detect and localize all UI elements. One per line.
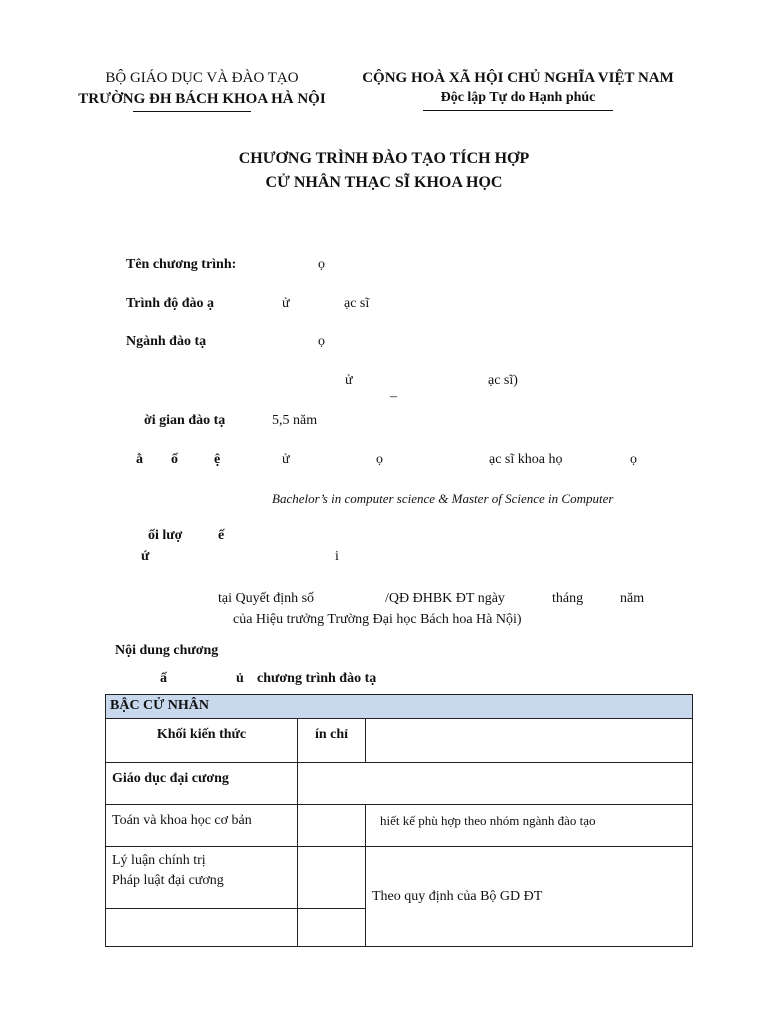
degree-english-name: Bachelor’s in computer science & Master of Science in Computer [272,491,614,506]
table-cell [106,763,298,805]
degree-title-frag4: ử [282,452,290,467]
row-politics-note: Theo quy định của Bộ GD ĐT [372,888,543,904]
structure-frag2: ủ [236,671,244,686]
table-row [106,805,693,847]
degree-title-frag7: ọ [630,452,637,467]
curriculum-table [105,694,693,947]
degree-line-dash: – [390,389,397,404]
table-cell [366,805,693,847]
training-level-label: Trình độ đào ạ [126,296,215,311]
row-math-note: hiết kế phù hợp theo nhóm ngành đào tạo [380,813,596,828]
degree-line-frag2: ạc sĩ) [488,373,518,388]
degree-title-frag3: ệ [214,452,221,467]
decision-text-b: /QĐ ĐHBK ĐT ngày [385,591,505,606]
duration-value: 5,5 năm [272,413,318,428]
table-row [106,719,693,763]
row-general-education: Giáo dục đại cương [112,771,229,786]
table-row [106,847,693,909]
row-politics-line2: Pháp luật đại cương [112,873,224,888]
duration-label: ời gian đào tạ [144,413,226,428]
decision-text-d: năm [620,591,645,606]
table-col-header [366,719,693,763]
degree-title-frag1: ằ [136,452,143,467]
training-level-frag2: ạc sĩ [344,296,370,311]
row-politics [106,847,297,899]
table-cell [366,847,693,947]
degree-line-frag1: ử [345,373,353,388]
republic-name: CỘNG HOÀ XÃ HỘI CHỦ NGHĨA VIỆT NAM [362,70,674,86]
decision-text-line2: của Hiệu trưởng Trường Đại học Bách hoa Hà Nội) [233,612,522,627]
table-header: BẬC CỬ NHÂN [106,695,693,719]
row-politics-line1: Lý luận chính trị [112,853,206,868]
table-cell [106,847,298,909]
table-cell [106,805,298,847]
table-row [106,763,693,805]
motto-underline [423,110,613,111]
table-cell [298,805,366,847]
major-value: ọ [318,334,325,349]
row-math-science: Toán và khoa học cơ bản [112,813,252,828]
degree-title-frag6: ạc sĩ khoa họ [489,452,563,467]
document-title-line2: CỬ NHÂN THẠC SĨ KHOA HỌC [265,174,503,191]
col-knowledge-block: Khối kiến thức [156,727,247,742]
degree-title-frag2: ố [171,452,178,467]
table-col-header [298,719,366,763]
table-col-header [106,719,298,763]
major-label: Ngành đào tạ [126,334,207,349]
decision-text-a: tại Quyết định số [218,591,315,606]
decision-text-c: tháng [552,591,584,606]
program-name-label: Tên chương trình: [126,257,237,272]
national-motto: Độc lập Tự do Hạnh phúc [440,90,596,105]
volume-frag3: ứ [141,549,150,564]
degree-title-frag5: ọ [376,452,383,467]
university-name: TRƯỜNG ĐH BÁCH KHOA HÀ NỘI [78,91,326,107]
volume-frag2: ế [218,528,225,543]
university-underline [133,111,251,112]
table-cell [106,909,298,947]
program-name-value: ọ [318,257,325,272]
volume-frag4: i [335,549,339,564]
volume-frag1: ối lượ [148,528,183,543]
structure-frag1: ấ [160,671,167,686]
table-cell [298,909,366,947]
ministry-name: BỘ GIÁO DỤC VÀ ĐÀO TẠO [105,70,299,86]
table-header-row [106,695,693,719]
training-level-frag1: ử [282,296,290,311]
document-title-line1: CHƯƠNG TRÌNH ĐÀO TẠO TÍCH HỢP [238,150,530,167]
structure-label: chương trình đào tạ [257,671,377,686]
table-cell [298,763,693,805]
content-section-label: Nội dung chương [115,643,219,658]
col-credits: ín chỉ [314,727,349,742]
table-cell [298,847,366,909]
